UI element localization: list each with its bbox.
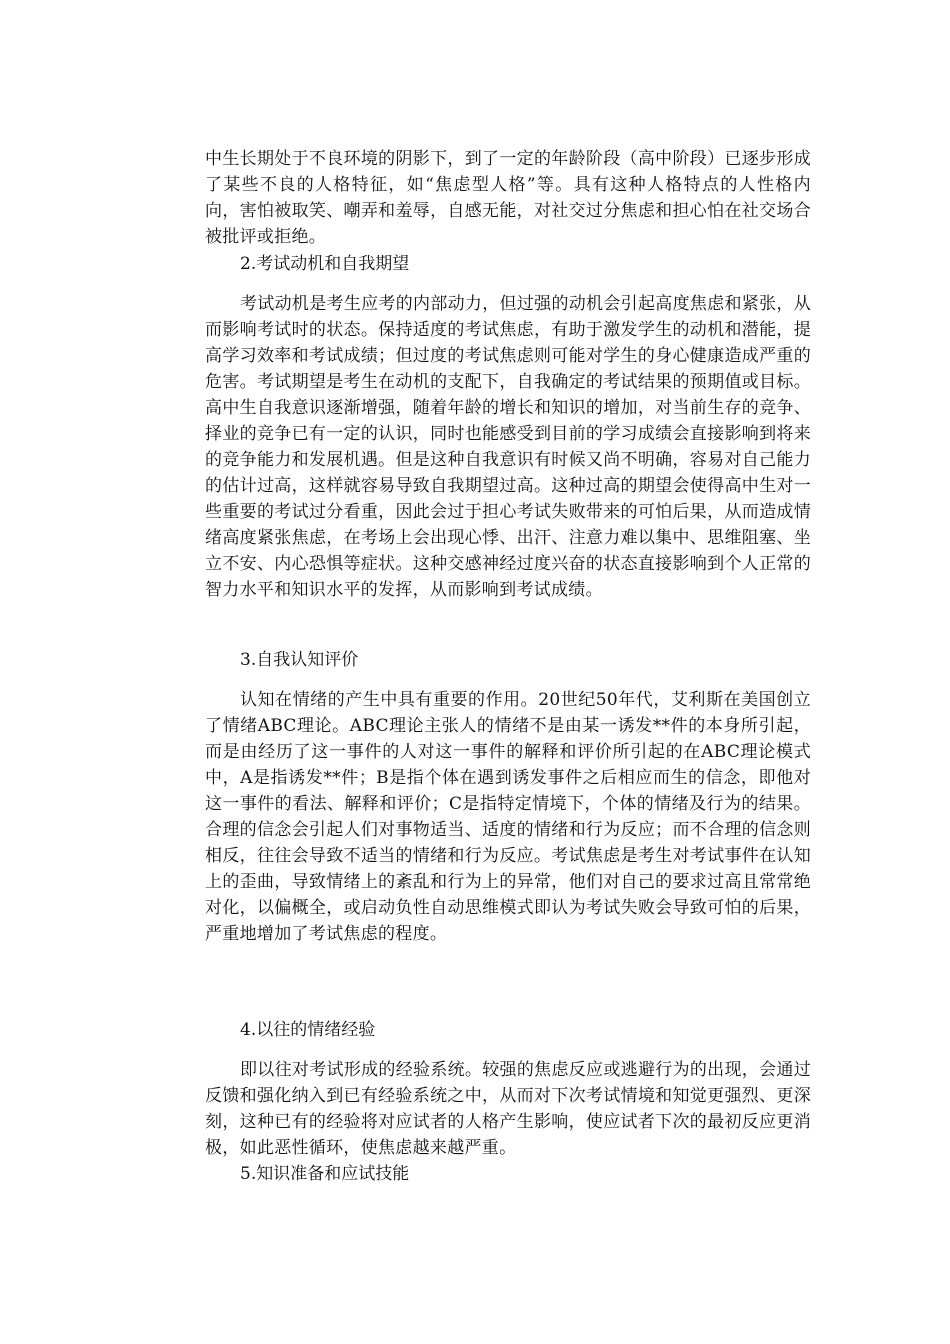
heading-knowledge-skills: 5.知识准备和应试技能 bbox=[240, 1164, 410, 1184]
heading-exam-motivation: 2.考试动机和自我期望 bbox=[240, 254, 410, 274]
paragraph-continuation: 中生长期处于不良环境的阴影下，到了一定的年龄阶段（高中阶段）已逐步形成了某些不良的人格特征，如“焦虑型人格”等。具有这种人格特点的人性格内向，害怕被取笑、嘲弄和羞辱，自感无能，对社交过分焦虑和担心怕在社交场合被批评或拒绝。 bbox=[205, 149, 811, 247]
paragraph-self-cognition: 认知在情绪的产生中具有重要的作用。20世纪50年代，艾利斯在美国创立了情绪ABC理论。ABC理论主张人的情绪不是由某一诱发**件的本身所引起，而是由经历了这一事件的人对这一事件的解释和评价所引起的在ABC理论模式中，A是指诱发**件；B是指个体在遇到诱发事件之后相应而生的信念，即他对这一事件的看法、解释和评价；C是指特定情境下，个体的情绪及行为的结果。合理的信念会引起人们对事物适当、适度的情绪和行为反应；而不合理的信念则相反，往往会导致不适当的情绪和行为反应。考试焦虑是考生对考试事件在认知上的歪曲，导致情绪上的紊乱和行为上的异常，他们对自己的要求过高且常常绝对化，以偏概全，或启动负性自动思维模式即认为考试失败会导致可怕的后果，严重地增加了考试焦虑的程度。 bbox=[205, 690, 811, 944]
paragraph-emotional-experience: 即以往对考试形成的经验系统。较强的焦虑反应或逃避行为的出现，会通过反馈和强化纳入到已有经验系统之中，从而对下次考试情境和知觉更强烈、更深刻，这种已有的经验将对应试者的人格产生影响，使应试者下次的最初反应更消极，如此恶性循环，使焦虑越来越严重。 bbox=[205, 1060, 811, 1158]
heading-emotional-experience: 4.以往的情绪经验 bbox=[240, 1020, 376, 1040]
heading-self-cognition: 3.自我认知评价 bbox=[240, 650, 359, 670]
paragraph-exam-motivation: 考试动机是考生应考的内部动力，但过强的动机会引起高度焦虑和紧张，从而影响考试时的状态。保持适度的考试焦虑，有助于激发学生的动机和潜能，提高学习效率和考试成绩；但过度的考试焦虑则可能对学生的身心健康造成严重的危害。考试期望是考生在动机的支配下，自我确定的考试结果的预期值或目标。高中生自我意识逐渐增强，随着年龄的增长和知识的增加，对当前生存的竞争、择业的竞争已有一定的认识，同时也能感受到目前的学习成绩会直接影响到将来的竞争能力和发展机遇。但是这种自我意识有时候又尚不明确，容易对自己能力的估计过高，这样就容易导致自我期望过高。这种过高的期望会使得高中生对一些重要的考试过分看重，因此会过于担心考试失败带来的可怕后果，从而造成情绪高度紧张焦虑，在考场上会出现心悸、出汗、注意力难以集中、思维阻塞、坐立不安、内心恐惧等症状。这种交感神经过度兴奋的状态直接影响到个人正常的智力水平和知识水平的发挥，从而影响到考试成绩。 bbox=[205, 294, 811, 600]
